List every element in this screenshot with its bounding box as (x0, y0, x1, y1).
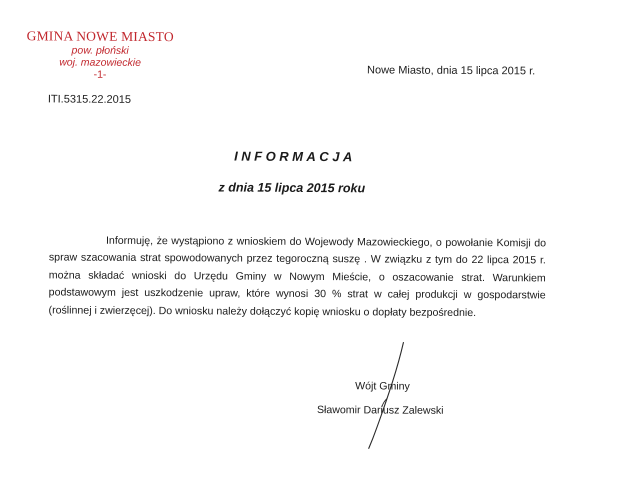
document-body (49, 232, 547, 322)
signatory-role: Wójt Gminy (355, 380, 410, 393)
place-and-date: Nowe Miasto, dnia 15 lipca 2015 r. (367, 64, 536, 78)
signatory-name: Sławomir Dariusz Zalewski (316, 404, 444, 417)
office-stamp (15, 28, 185, 81)
stamp-title: GMINA NOWE MIASTO (26, 28, 174, 45)
stamp-county: pow. płoński (71, 44, 129, 57)
reference-number: ITI.5315.22.2015 (47, 93, 132, 106)
handwritten-signature (359, 340, 410, 450)
document-heading: INFORMACJA (234, 148, 356, 165)
stamp-province: woj. mazowieckie (59, 56, 141, 69)
document-subheading: z dnia 15 lipca 2015 roku (218, 180, 366, 196)
stamp-number: -1- (93, 68, 107, 81)
body-paragraph: Informuję, że wystąpiono z wnioskiem do Wojewody Mazowieckiego, o powołanie Komisji do spraw szacowania strat spowodowanych przez tegoroczną suszę . W związku z tym do 22 lipca 2015 r. można składać wnioski do Urzędu Gminy w Nowym Mieście, o oszacowanie strat. Warunkiem podstawowym jest uszkodzenie upraw, które wynosi 30 % strat w całej produkcji w gospodarstwie (roślinnej i zwierzęcej). Do wniosku należy dołączyć kopię wniosku o dopłaty bezpośrednie. (48, 234, 547, 319)
